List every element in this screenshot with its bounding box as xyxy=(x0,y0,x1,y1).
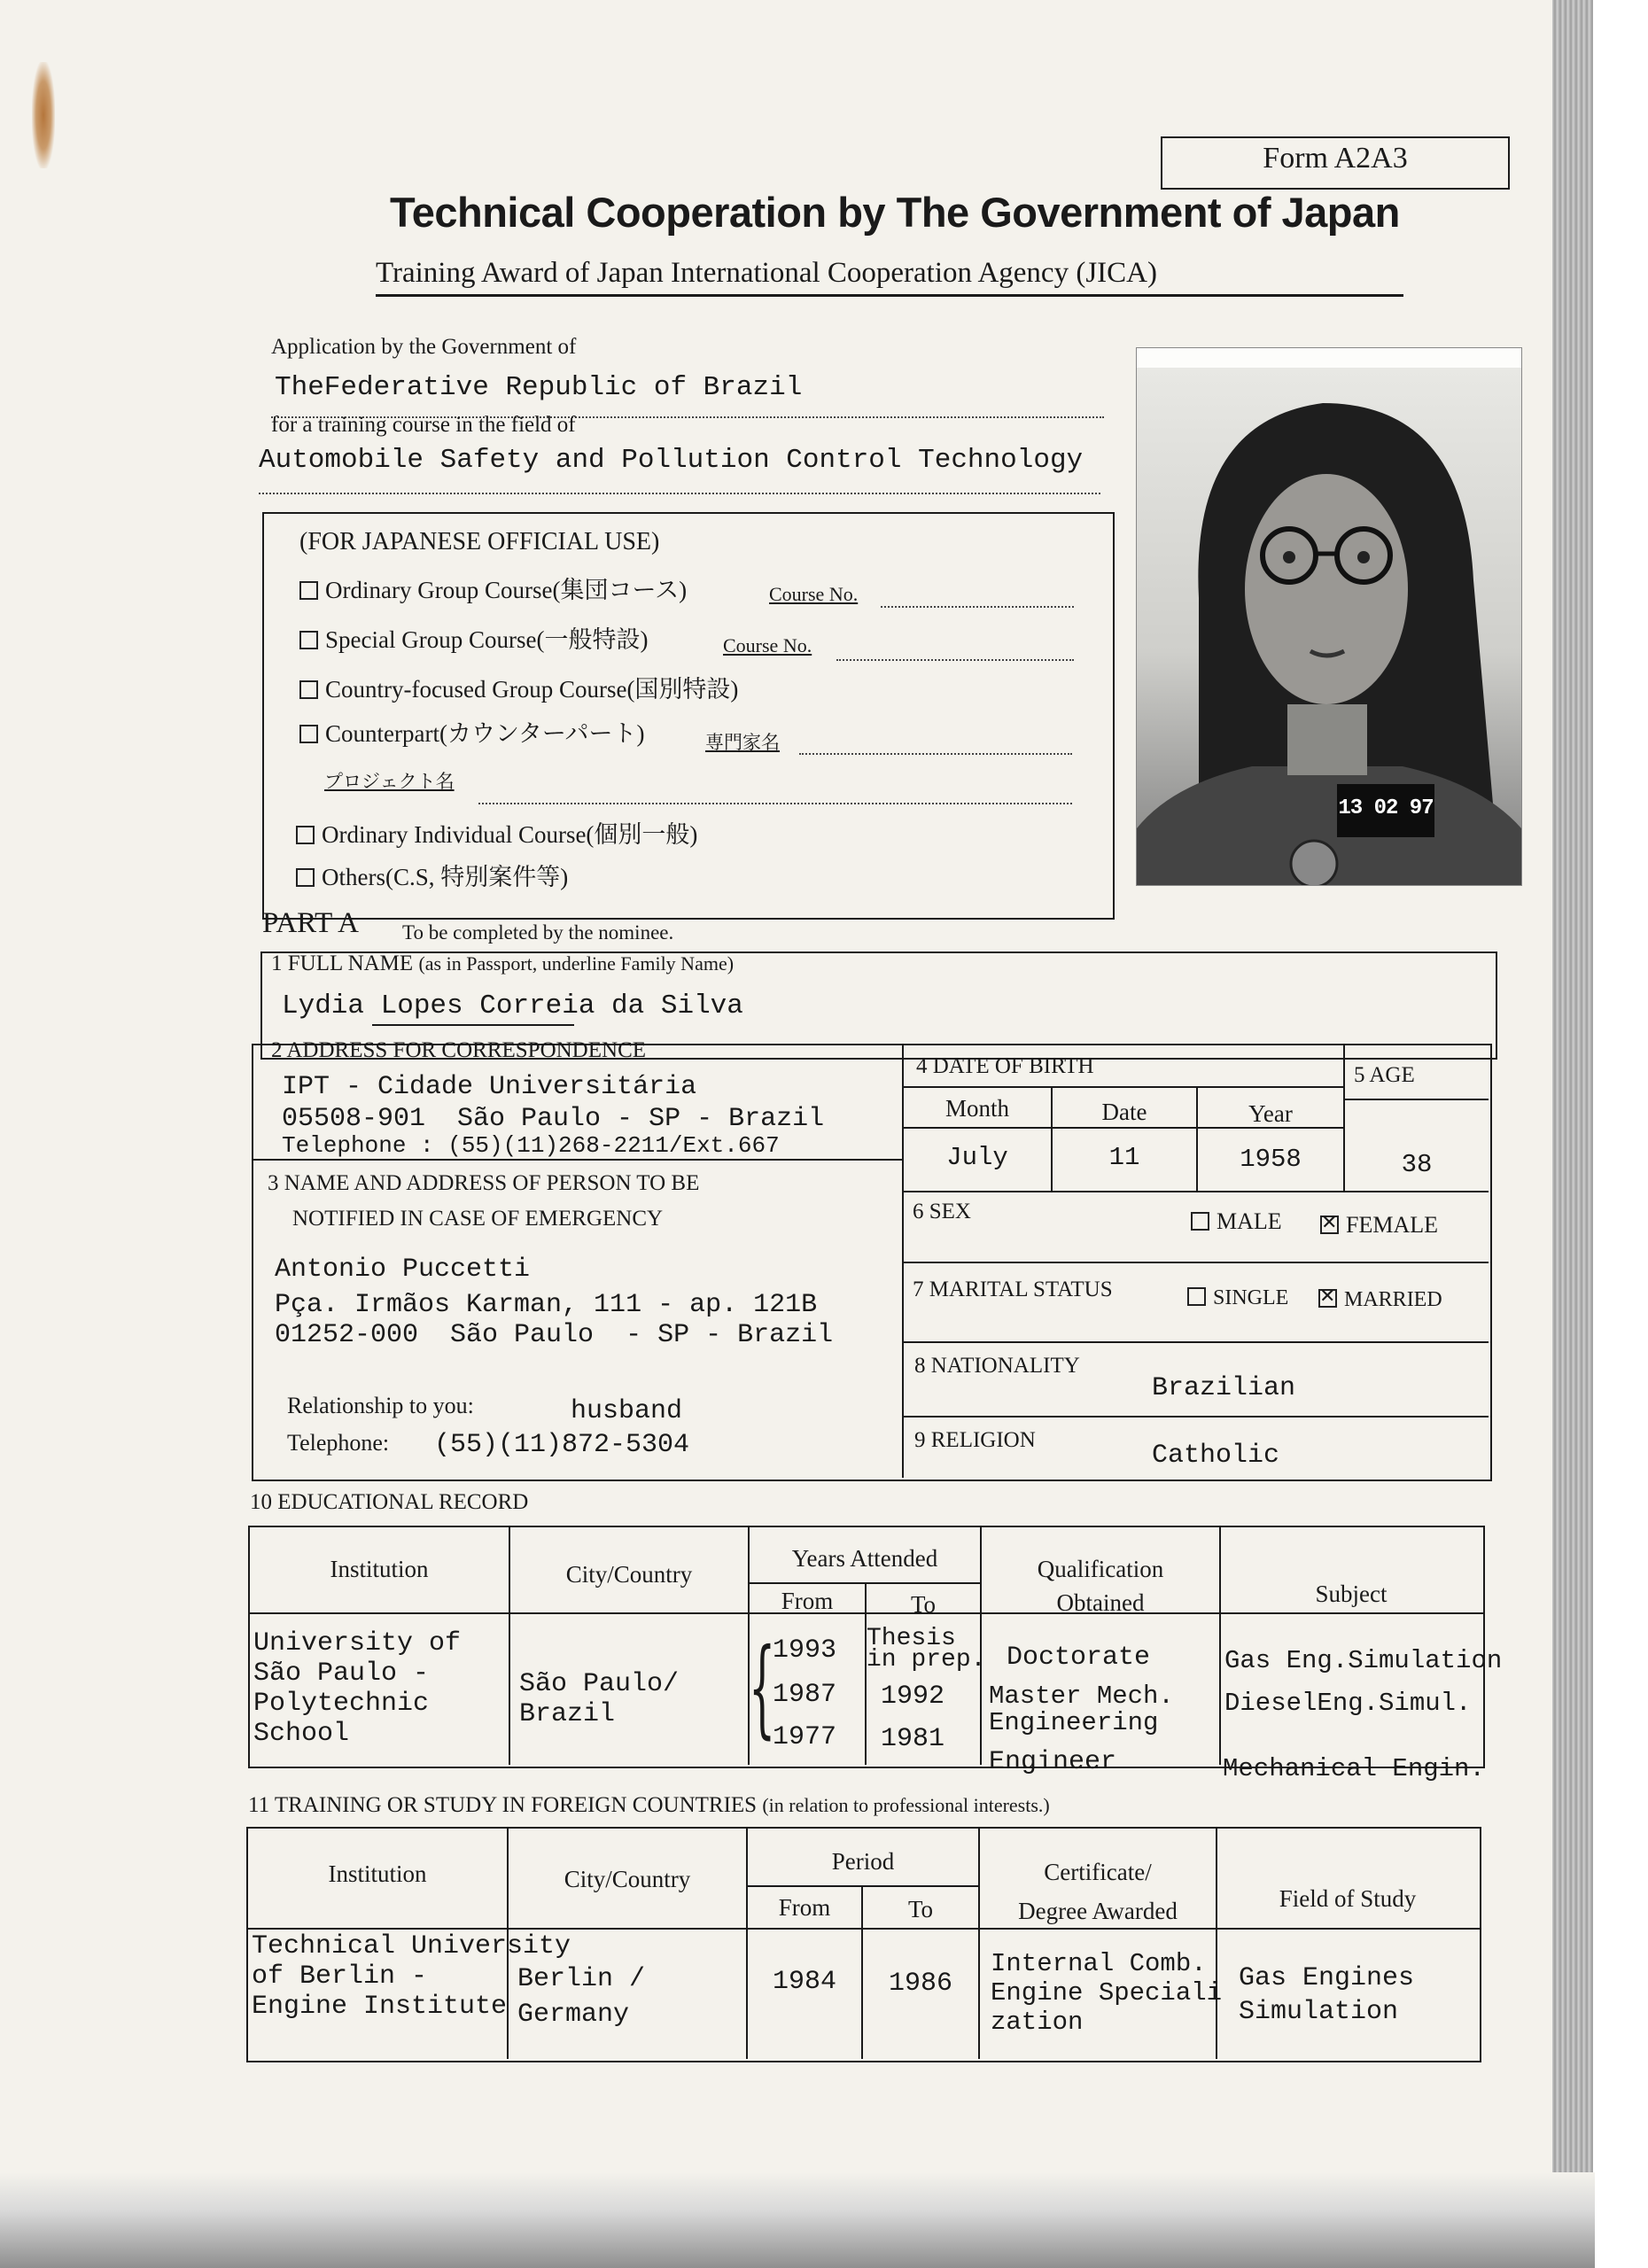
sex-bottom-line xyxy=(902,1262,1489,1263)
photo-date-stamp: 13 02 97 xyxy=(1338,796,1434,820)
ft-certificate-line: zation xyxy=(991,2008,1084,2037)
ft-certificate xyxy=(991,1949,1222,2037)
edu-institution-line: São Paulo - xyxy=(253,1658,430,1689)
nationality-label: 8 NATIONALITY xyxy=(914,1354,1080,1378)
edu-header-to: To xyxy=(910,1591,937,1618)
edu-years-subheader-line xyxy=(748,1582,980,1584)
sex-option-female[interactable] xyxy=(1320,1212,1438,1239)
checkbox[interactable] xyxy=(299,680,318,699)
application-government: TheFederative Republic of Brazil xyxy=(275,372,803,403)
official-item-others[interactable] xyxy=(296,858,568,892)
dob-month-value: July xyxy=(946,1143,1008,1172)
edu-header-obtained: Obtained xyxy=(1056,1589,1145,1616)
scan-edge-bottom xyxy=(0,2172,1595,2268)
address-label: 2 ADDRESS FOR CORRESPONDENCE xyxy=(271,1038,647,1062)
edu-row-2-to: 1992 xyxy=(881,1682,945,1712)
checkbox[interactable] xyxy=(1187,1287,1206,1306)
full-name-label xyxy=(271,951,734,976)
checkbox[interactable] xyxy=(296,868,315,887)
foreign-training-label-text: 11 TRAINING OR STUDY IN FOREIGN COUNTRIES xyxy=(248,1793,758,1817)
course-no-label: Course No. xyxy=(723,634,812,656)
checkbox-checked[interactable] xyxy=(1318,1289,1337,1308)
expert-name-dotted-line xyxy=(799,753,1072,755)
ft-institution-line: of Berlin - xyxy=(252,1961,428,1992)
full-name-value: Lydia Lopes Correia da Silva xyxy=(282,990,743,1021)
marital-option-label: MARRIED xyxy=(1344,1288,1442,1311)
edu-brace: { xyxy=(748,1627,776,1750)
official-item-label: Others(C.S, 特別案件等) xyxy=(322,864,569,890)
checkbox[interactable] xyxy=(1191,1212,1209,1231)
edu-row-2-subject: DieselEng.Simul. xyxy=(1224,1689,1472,1718)
emergency-address-2: 01252-000 São Paulo - SP - Brazil xyxy=(275,1320,834,1350)
subtitle-underline xyxy=(376,294,1403,297)
expert-name-label: 専門家名 xyxy=(705,733,780,753)
face-shape xyxy=(1245,474,1408,704)
page-subtitle: Training Award of Japan International Cooperation Agency (JICA) xyxy=(376,257,1157,289)
ft-from: 1984 xyxy=(772,1967,836,1997)
dob-bottom-line xyxy=(902,1191,1489,1192)
part-a-note: To be completed by the nominee. xyxy=(402,921,674,944)
full-name-label-text: 1 FULL NAME xyxy=(271,951,414,975)
ft-header-institution: Institution xyxy=(328,1860,427,1887)
emergency-name: Antonio Puccetti xyxy=(275,1254,531,1285)
edu-institution-line: University of xyxy=(253,1628,462,1658)
ft-header-period: Period xyxy=(831,1848,895,1875)
edu-header-institution: Institution xyxy=(330,1556,429,1582)
official-item-ordinary-group[interactable] xyxy=(299,571,687,605)
part-a-title: PART A xyxy=(262,907,360,939)
checkbox-checked[interactable] xyxy=(1320,1216,1339,1234)
date-of-birth-label: 4 DATE OF BIRTH xyxy=(916,1054,1094,1078)
checkbox[interactable] xyxy=(299,581,318,600)
emergency-label-2: NOTIFIED IN CASE OF EMERGENCY xyxy=(292,1207,664,1231)
dob-year-header: Year xyxy=(1248,1100,1293,1127)
edu-row-1-subject: Gas Eng.Simulation xyxy=(1224,1646,1503,1675)
dob-year-value: 1958 xyxy=(1240,1145,1302,1174)
checkbox[interactable] xyxy=(299,725,318,743)
ft-certificate-line: Engine Speciali xyxy=(991,1978,1223,2008)
edu-city xyxy=(519,1669,679,1729)
official-item-label: Special Group Course(一般特設) xyxy=(325,626,649,653)
marital-option-single[interactable] xyxy=(1187,1286,1288,1310)
neck-shape xyxy=(1287,704,1367,775)
paper-stain xyxy=(32,62,55,168)
ft-header-city: City/Country xyxy=(564,1866,691,1892)
relationship-value: husband xyxy=(571,1396,683,1426)
emergency-telephone-value: (55)(11)872-5304 xyxy=(434,1430,690,1460)
ft-field xyxy=(1239,1961,1414,2029)
marital-option-married[interactable] xyxy=(1318,1288,1442,1312)
ft-institution-line: Technical University xyxy=(252,1931,571,1961)
edu-header-years: Years Attended xyxy=(791,1545,938,1572)
sex-option-label: FEMALE xyxy=(1346,1212,1438,1238)
checkbox[interactable] xyxy=(296,826,315,844)
dob-date-value: 11 xyxy=(1108,1143,1140,1172)
official-item-label: Country-focused Group Course(国別特設) xyxy=(325,676,739,703)
edu-row-2-qualification-line: Engineering xyxy=(989,1708,1159,1737)
nationality-value: Brazilian xyxy=(1152,1373,1296,1403)
foreign-training-label xyxy=(248,1793,1050,1818)
application-government-label: Application by the Government of xyxy=(271,335,577,359)
field-dotted-line xyxy=(259,493,1100,494)
page-title: Technical Cooperation by The Government of Japan xyxy=(390,189,1400,236)
marital-status-label: 7 MARITAL STATUS xyxy=(913,1278,1113,1301)
ft-header-from: From xyxy=(778,1894,831,1921)
address-line-1: IPT - Cidade Universitária xyxy=(282,1072,697,1102)
ft-field-line: Gas Engines xyxy=(1239,1963,1415,1993)
edu-row-1-to-line: Thesis xyxy=(867,1625,956,1652)
foreign-training-label-note: (in relation to professional interests.) xyxy=(762,1794,1050,1816)
pendant-emblem xyxy=(1291,841,1337,885)
nationality-bottom-line xyxy=(902,1416,1489,1418)
sex-option-label: MALE xyxy=(1217,1208,1282,1234)
ft-city xyxy=(517,1961,645,2032)
ft-header-degree: Degree Awarded xyxy=(1018,1898,1178,1924)
edu-row-1-qualification: Doctorate xyxy=(1007,1643,1151,1673)
edu-institution-line: School xyxy=(253,1719,350,1749)
edu-row-2-qualification-line: Master Mech. xyxy=(989,1682,1174,1711)
ft-to: 1986 xyxy=(888,1969,952,1999)
applicant-photo-image xyxy=(1137,368,1521,885)
ft-institution-line: Engine Institute xyxy=(252,1992,508,2022)
edu-row-3-subject: Mechanical Engin. xyxy=(1223,1754,1485,1783)
edu-row-2-qualification xyxy=(989,1683,1174,1736)
edu-row-3-to: 1981 xyxy=(881,1724,945,1754)
official-item-country-focused[interactable] xyxy=(299,670,738,704)
application-field: Automobile Safety and Pollution Control Technology xyxy=(259,445,1084,476)
marital-bottom-line xyxy=(902,1341,1489,1343)
official-use-header: (FOR JAPANESE OFFICIAL USE) xyxy=(299,528,660,555)
project-name-dotted-line xyxy=(478,803,1072,804)
right-eye xyxy=(1357,551,1370,563)
age-value: 38 xyxy=(1401,1150,1433,1179)
edu-row-1-to xyxy=(867,1625,986,1674)
scan-edge-strip xyxy=(1552,0,1593,2268)
edu-header-qualification: Qualification xyxy=(1037,1556,1164,1582)
application-field-label: for a training course in the field of xyxy=(271,413,576,437)
edu-header-from: From xyxy=(781,1588,834,1614)
form-id: Form A2A3 xyxy=(1263,142,1408,175)
ft-header-certificate: Certificate/ xyxy=(1044,1859,1152,1885)
relationship-label: Relationship to you: xyxy=(287,1393,474,1418)
ft-header-to: To xyxy=(907,1896,934,1922)
ft-city-line: Germany xyxy=(517,2000,630,2030)
edu-header-subject: Subject xyxy=(1315,1581,1388,1607)
ft-period-subheader-line xyxy=(746,1885,978,1887)
religion-value: Catholic xyxy=(1152,1441,1280,1471)
official-item-label: Ordinary Group Course(集団コース) xyxy=(325,577,688,603)
edu-col-5 xyxy=(1219,1526,1221,1765)
edu-city-line: Brazil xyxy=(519,1699,616,1729)
emergency-telephone-label: Telephone: xyxy=(287,1430,390,1456)
edu-row-3-qualification: Engineer xyxy=(989,1747,1117,1777)
checkbox[interactable] xyxy=(299,631,318,649)
course-no-dotted-line xyxy=(881,606,1074,608)
project-name-label: プロジェクト名 xyxy=(324,772,455,792)
age-label: 5 AGE xyxy=(1354,1063,1415,1087)
edu-city-line: São Paulo/ xyxy=(519,1669,680,1699)
ft-field-line: Simulation xyxy=(1239,1997,1399,2027)
ft-city-line: Berlin / xyxy=(517,1964,646,1994)
portrait-illustration xyxy=(1137,368,1521,885)
dob-date-header: Date xyxy=(1101,1099,1147,1125)
left-eye xyxy=(1283,551,1295,563)
dob-header-line xyxy=(902,1086,1343,1088)
family-name-underline xyxy=(372,1024,574,1026)
marital-option-label: SINGLE xyxy=(1213,1286,1289,1309)
edu-row-1-to-line: in prep. xyxy=(867,1646,986,1674)
address-line-3: Telephone : (55)(11)268-2211/Ext.667 xyxy=(282,1132,780,1159)
edu-header-city: City/Country xyxy=(565,1561,693,1588)
address-line-2: 05508-901 São Paulo - SP - Brazil xyxy=(282,1104,825,1134)
applicant-photo xyxy=(1136,347,1522,886)
emergency-label-1: 3 NAME AND ADDRESS OF PERSON TO BE xyxy=(268,1171,700,1195)
edu-row-1-from: 1993 xyxy=(773,1635,837,1666)
ft-header-line xyxy=(246,1928,1480,1930)
educational-record-label: 10 EDUCATIONAL RECORD xyxy=(250,1490,529,1514)
full-name-label-note: (as in Passport, underline Family Name) xyxy=(418,952,735,975)
ft-certificate-line: Internal Comb. xyxy=(991,1949,1207,1978)
official-item-special-group[interactable] xyxy=(299,620,648,655)
official-item-label: Ordinary Individual Course(個別一般) xyxy=(322,821,698,848)
edu-row-3-from: 1977 xyxy=(773,1722,837,1752)
age-header-line xyxy=(1343,1099,1489,1100)
official-item-label: Counterpart(カウンターパート) xyxy=(325,720,645,747)
course-no-label: Course No. xyxy=(769,583,859,605)
dob-month-header: Month xyxy=(944,1095,1009,1122)
official-item-counterpart[interactable] xyxy=(299,714,645,749)
edu-institution-line: Polytechnic xyxy=(253,1689,430,1719)
address-bottom-line xyxy=(252,1159,904,1161)
ft-header-field: Field of Study xyxy=(1279,1885,1417,1912)
edu-institution xyxy=(253,1628,461,1749)
religion-label: 9 RELIGION xyxy=(914,1428,1036,1452)
emergency-address-1: Pça. Irmãos Karman, 111 - ap. 121B xyxy=(275,1290,818,1320)
sex-label: 6 SEX xyxy=(913,1200,971,1223)
sex-option-male[interactable] xyxy=(1191,1208,1282,1235)
official-item-ordinary-individual[interactable] xyxy=(296,815,697,850)
edu-row-2-from: 1987 xyxy=(773,1680,837,1710)
course-no-dotted-line xyxy=(836,659,1074,661)
